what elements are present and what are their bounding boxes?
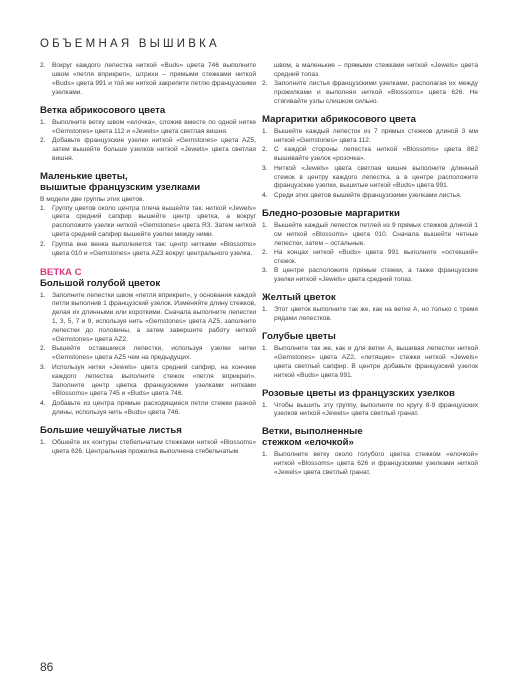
section-title-herringbone-branches <box>262 426 478 448</box>
section-title-pink-knot-flowers: Розовые цветы из французских узелков <box>262 387 455 399</box>
yellow-flower-list <box>262 306 478 324</box>
list-item <box>262 80 478 107</box>
section-title-apricot-daisies: Маргаритки абрикосового цвета <box>262 114 417 126</box>
blue-flowers-list <box>262 345 478 381</box>
item-text: Выполните так же, как и для ветки А, вышивая лепестки ниткой «Gemstones» цвета AZ2, «летящие» стежки ниткой «Jewels» цвета светлый сапфир. В центре добавьте французский узелок ниткой «Buds» цвета 991. <box>274 344 478 379</box>
intro-list-left <box>40 62 256 98</box>
item-number: 2. <box>262 146 268 154</box>
title-line: Маленькие цветы, <box>40 170 128 182</box>
item-text: Группа вне венка выполняется так: центр нитками «Blossoms» цвета 010 и «Gemstones» цвета AZ3 вокруг центрального узелка. <box>52 240 256 257</box>
item-text: Заполните лепестки швом «петля вприкреп», у основания каждой петли выполнив 1 французский узелок. Изменяйте длину стежков, делая их длинными или короткими. Сначала выполните лепестки 1, 3, 5, 7 и 9, используя нить «Gemstones» цвета AZ5, заполните лепестки до половины, а затем завершите работу ниткой «Gemstones» цвета AZ2. <box>52 291 256 344</box>
item-number: 2. <box>40 240 46 248</box>
pale-pink-daisies-list <box>262 222 478 285</box>
list-item <box>262 267 478 285</box>
item-number: 2. <box>40 62 46 69</box>
item-number: 1. <box>262 306 268 314</box>
item-number: 2. <box>262 80 268 88</box>
item-text: На концах ниткой «Buds» цвета 991 выполните «остекший» стежок. <box>274 249 478 265</box>
item-number: 1. <box>40 204 46 212</box>
list-item <box>40 137 256 164</box>
list-item <box>262 402 478 420</box>
item-number: 1. <box>40 291 46 299</box>
apricot-branch-list <box>40 119 256 164</box>
item-text: Чтобы вышить эту группу, выполните по кругу 8-9 французских узелков ниткой «Jewels» цвета светлый гранат. <box>274 401 478 418</box>
item-text: Вышейте каждый лепесток петлей из 9 прямых стежков длиной 1 см ниткой «Blossoms» цвета 010. Сначала вышейте четные лепестки, затем – остальные. <box>274 221 478 247</box>
title-line: Ветки, выполненные <box>262 426 363 438</box>
branch-c-label: ВЕТКА С <box>40 266 82 278</box>
list-item <box>262 306 478 324</box>
item-text: Добавьте французские узелки ниткой «Gemstones» цвета AZ5, затем вышейте больше узелков ниткой «Jewels» цвета светлая вишня. <box>52 136 256 162</box>
item-number: 1. <box>262 344 268 352</box>
right-column <box>262 62 478 479</box>
section-title-apricot-branch: Ветка абрикосового цвета <box>40 104 166 116</box>
item-text: В центре расположите прямые стежки, а также французские узелки ниткой «Jewels» цвета средний топаз. <box>274 267 478 284</box>
item-text: Вокруг каждого лепестка ниткой «Buds» цвета 746 выполните швом «петля вприкреп», штрихи – прямыми стежками ниткой «Buds» цвета 991 и той же ниткой закрепите петлю французскими узелками. <box>52 62 256 96</box>
left-column <box>40 62 256 457</box>
title-line: вышитые французским узелками <box>40 181 201 193</box>
item-text: Обшейте их контуры стебельчатым стежками ниткой «Blossoms» цвета 626. Центральная прожилка выполнена стебельчатым <box>52 438 256 455</box>
intro-list-right <box>262 62 478 107</box>
item-text: Среди этих цветов вышейте французскими узелками листья. <box>274 191 462 199</box>
section-title-pale-pink-daisies: Бледно-розовые маргаритки <box>262 207 400 219</box>
list-item <box>262 128 478 146</box>
big-leaves-list <box>40 439 256 457</box>
item-text: Этот цветок выполните так же, как на ветке А, но только с тремя рядами лепестков. <box>274 306 478 323</box>
item-number: 1. <box>262 221 268 229</box>
item-number: 3. <box>262 164 268 172</box>
list-item <box>262 451 478 478</box>
list-item <box>262 222 478 249</box>
list-item <box>262 192 478 201</box>
item-text: Ниткой «Jewels» цвета светлая вишня выполните длинный стежок в центру каждого лепестка, а в центре расположите французские узелки, вышитые ниткой «Buds» цвета 991. <box>274 164 478 190</box>
section-title-yellow-flower: Желтый цветок <box>262 292 336 304</box>
list-item <box>40 241 256 259</box>
herringbone-branches-list <box>262 451 478 478</box>
list-item <box>262 165 478 192</box>
item-text: швом, а маленькие – прямыми стежками ниткой «Jewels» цвета средний топаз. <box>274 62 478 78</box>
running-header: ОБЪЕМНАЯ ВЫШИВКА <box>40 38 220 50</box>
list-item <box>40 119 256 137</box>
list-item <box>40 205 256 241</box>
item-number: 1. <box>262 401 268 409</box>
item-number: 1. <box>40 438 46 446</box>
list-item <box>40 364 256 400</box>
section-title-blue-flowers: Голубые цветы <box>262 330 336 342</box>
section-title-big-leaves: Большие чешуйчатые листья <box>40 424 182 436</box>
list-item <box>40 439 256 457</box>
section-title-small-flowers <box>40 171 256 193</box>
item-number: 1. <box>262 128 268 136</box>
section-title-big-blue-flower: Большой голубой цветок <box>40 277 161 289</box>
title-line: стежком «елочкой» <box>262 437 354 449</box>
item-text: Вышейте каждый лепесток из 7 прямых стежков длиной 3 мм ниткой «Gemstones» цвета 112. <box>274 128 478 144</box>
item-number: 4. <box>262 191 268 199</box>
item-number: 3. <box>262 267 268 275</box>
item-number: 2. <box>262 249 268 256</box>
big-blue-flower-list <box>40 292 256 418</box>
item-text: Заполните листья французскими узелками, располагая их между прожилками и выполняя ниткой «Blossoms» цвета 626. Не стягивайте узлы слишком сильно. <box>274 80 478 106</box>
item-number: 4. <box>40 399 46 407</box>
item-text: Используя нитки «Jewels» цвета средний сапфир, на кончике каждого лепестка выполните стежок «петля вприкреп». Заполните центр цветка французскими узелками нитками «Blossoms» цвета 745 и «Buds» цвета 746. <box>52 363 256 398</box>
list-item <box>40 345 256 363</box>
item-number: 2. <box>40 136 46 144</box>
item-text: Вышейте оставшиеся лепестки, используя узелки нитки «Gemstones» цвета AZ5 чем на предыдущих. <box>52 345 256 362</box>
item-text: Выполните ветку швом «елочка», сложив вместе по одной нитке «Gemstones» цвета 112 и «Jewels» цвета светлая вишня. <box>52 118 256 135</box>
item-number: 3. <box>40 363 46 371</box>
item-number: 1. <box>40 118 46 126</box>
item-text: Добавьте из центра прямые расходящиеся петли стежки разной длины, используя нить «Buds» цвета 746. <box>52 399 256 416</box>
list-item <box>262 249 478 267</box>
page-number: 86 <box>40 660 54 674</box>
item-number: 2. <box>40 345 46 353</box>
apricot-daisies-list <box>262 128 478 201</box>
pink-knot-flowers-list <box>262 402 478 420</box>
item-text: С каждой стороны лепестка ниткой «Blossoms» цвета 862 вышивайте узелок «розочка». <box>274 146 478 163</box>
list-item <box>262 146 478 164</box>
small-flowers-list <box>40 205 256 259</box>
section-intro: В модели две группы этих цветов. <box>40 195 145 203</box>
item-text: Группу цветов около центра плеча вышейте так: ниткой «Jewels» цвета средний сапфир вышейте центр цветка, а вокруг расположите узелки ниткой «Gemstones» цвета R3. Затем ниткой цвета средний сапфир вышейте узелки между ними. <box>52 204 256 239</box>
item-number: 1. <box>262 451 268 459</box>
list-item <box>262 345 478 381</box>
item-text: Выполните ветку около голубого цветка стежком «елочкой» ниткой «Blossoms» цвета 626 и французскими узелками ниткой «Jewels» цвета светлый гранат. <box>274 451 478 477</box>
list-item <box>40 62 256 98</box>
list-item <box>40 292 256 345</box>
list-item <box>262 62 478 80</box>
list-item <box>40 400 256 418</box>
